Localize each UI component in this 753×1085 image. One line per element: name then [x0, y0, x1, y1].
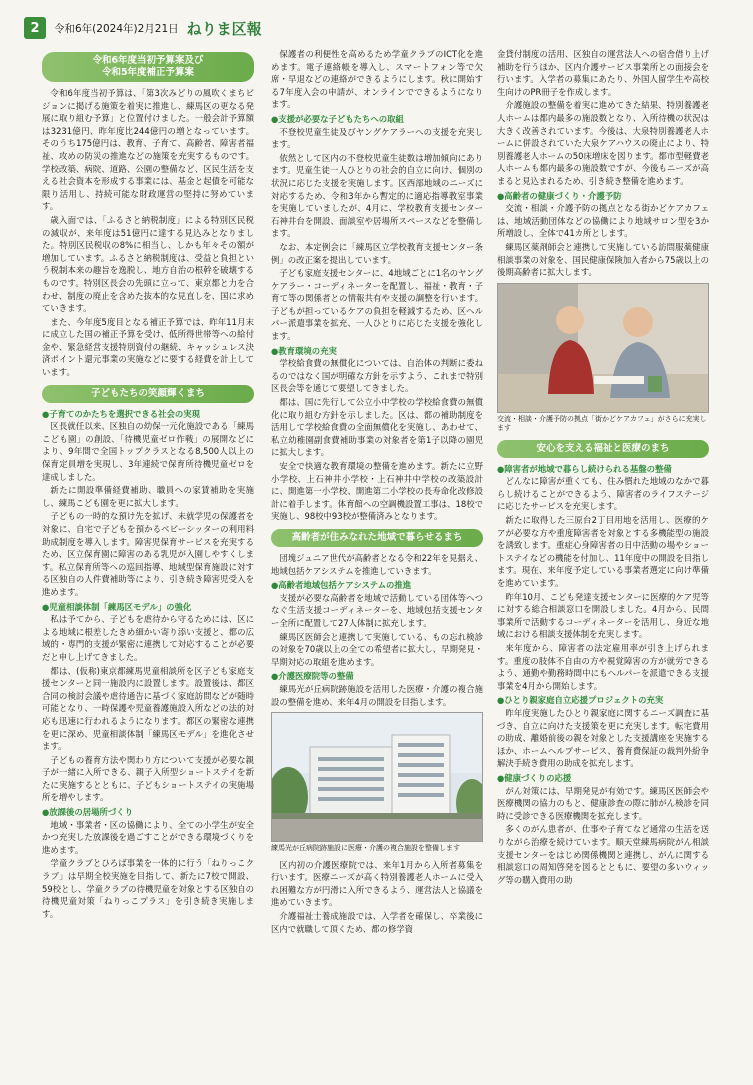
- body-paragraph: 区長就任以来、区独自の幼保一元化施設である「練馬こども園」の創設、「待機児童ゼロ作戦」の展開などにより、9年間で全国トップクラスとなる8,500人以上の保育定員増を実現し、3年連続で保育所待機児童ゼロを達成しました。: [42, 421, 254, 482]
- body-paragraph: なお、本定例会に「練馬区立学校教育支援センター条例」の改正案を提出しています。: [271, 241, 483, 265]
- page-number: 2: [24, 17, 46, 39]
- body-paragraph: 学童クラブとひろば事業を一体的に行う「ねりっこクラブ」は早期全校実施を目指して、新たに7校で開設、59校とし、学童クラブの待機児童を対象とする区独自の待機児童対策「ねりっこプラス」を引き続き実施します。: [42, 858, 254, 919]
- column-2: [271, 48, 483, 936]
- body-paragraph: 子どもの一時的な預け先を拡げ、未就学児の保護者を対象に、自宅で子どもを預かるベビーシッターの利用料助成制度を導入します。障害児保育サービスを充実するため、区立保育園に障害のある乳児が入園しやすくします。私立保育所等への巡回指導、地域型保育施設に対する区独自の人件費補助等により、引き続き障害児受入を進めます。: [42, 511, 254, 597]
- body-paragraph: 練馬区医師会と連携して実施している、もの忘れ検診の対象を70歳以上の全ての希望者に拡大し、早期発見・早期対応の取組を進めます。: [271, 631, 483, 667]
- section-title-elderly: 高齢者が住みなれた地域で暮らせるまち: [271, 529, 483, 547]
- care-cafe-photo: [497, 283, 709, 413]
- body-paragraph: 区内初の介護医療院では、来年1月から入所者募集を行います。医療ニーズが高く特別養護老人ホームに受入れ困難な方が円滑に入所できるよう、運営法人と協議を進めていきます。: [271, 859, 483, 908]
- subheading: ●高齢者地域包括ケアシステムの推進: [271, 580, 412, 591]
- body-paragraph: 都は、国に先行して公立小中学校の学校給食費の無償化に取り組む方針を示しました。区は、都の補助制度を活用して学校給食費の全面無償化を実施し、あわせて、私立幼稚園副食費補助事業の対象者を第1子以降の園児に拡大します。: [271, 397, 483, 458]
- body-paragraph: 歳入面では、「ふるさと納税制度」による特別区民税の減収が、来年度は51億円に達する見込みとなりました。特別区民税収の8%に相当し、しかも年々その額が増加しています。ふるさと納税制度は、受益と負担という税制本来の趣旨を逸脱し、地方自治の根幹を破壊するものです。特別区長会の先頭に立って、東京都と力を合わせ、制度の廃止を含めた抜本的な見直しを、国に求めていきます。: [42, 214, 254, 314]
- body-paragraph: 団塊ジュニア世代が高齢者となる令和22年を見据え、地域包括ケアシステムを推進していきます。: [271, 552, 484, 576]
- body-paragraph: 介護施設の整備を着実に進めてきた結果、特別養護老人ホームは都内最多の施設数となり、入所待機の状況は大きく改善されています。今後は、大泉特別養護老人ホームに併設されていた大泉ケアハウスの廃止により、特別養護老人ホームの50床増床を図ります。都市型軽費老人ホームも都内最多の施設数ですが、今後もニーズが高まると見込まれるため、引き続き整備を進めます。: [497, 100, 709, 186]
- body-paragraph: また、今年度5度目となる補正予算では、昨年11月末に成立した国の補正予算を受け、低所得世帯等への給付金や、緊急経営支援特別資付の継続、キャッシュレス決済ポイント還元事業の実施などに要する経費を計上しています。: [42, 316, 254, 378]
- subheading: ●子育てのかたちを選択できる社会の実現: [42, 408, 201, 419]
- body-paragraph: 練馬光が丘病院跡施設を活用した医療・介護の複合施設の整備を進め、来年4月の開設を目指します。: [271, 683, 483, 707]
- body-paragraph: 私は予てから、子どもを虐待から守るためには、区による地域に根差したきめ細かい寄り添い支援と、都の広域的・専門的支援が緊密に連携して対応することが必要だと申し上げてきました。: [42, 614, 254, 662]
- body-paragraph: どんなに障害が重くても、住み慣れた地域のなかで暮らし続けることができるよう、障害者のライフステージに応じたサービスを充実します。: [497, 476, 709, 512]
- building-photo: [271, 712, 483, 842]
- building-illustration: [272, 713, 483, 841]
- people-illustration: [498, 284, 709, 412]
- subheading: ●ひとり親家庭自立応援プロジェクトの充実: [497, 695, 664, 706]
- body-paragraph: 依然として区内の不登校児童生徒数は増加傾向にあります。児童生徒一人ひとりの社会的自立に向け、個別の状況に応じた支援を実施します。区西部地域のニーズに対応するため、令和3年から暫定的に適応指導教室事業を実施していましたが、4月に、学校教育支援センター石神井台を開設、面談室や居場所スペースなどを整備します。: [271, 152, 483, 239]
- subheading: ●児童相談体制「練馬区モデル」の強化: [42, 601, 192, 612]
- column-1: [42, 48, 254, 921]
- body-paragraph: 昨年度実施したひとり親家庭に関するニーズ調査に基づき、自立に向けた支援策を更に充実します。転宅費用の助成、離婚前後の親を対象とした支援講座を実施するほか、ホームヘルプサービス、養育費保証の裁判外紛争解決手続き費用の助成を拡充します。: [497, 707, 709, 769]
- photo-caption: 交流・相談・介護予防の拠点「街かどケアカフェ」がさらに充実します: [497, 414, 707, 433]
- subheading: ●教育環境の充実: [271, 345, 337, 356]
- body-paragraph: がん対策には、早期発見が有効です。練馬区医師会や医療機関の協力のもと、健康診査の際に肺がん検診を同時に受診できる医療機関を拡充します。: [497, 785, 709, 821]
- body-paragraph: 多くのがん患者が、仕事や子育てなど通常の生活を送りながら治療を続けています。順天堂練馬病院がん相談支援センターをはじめ関係機関と連携し、がんに関する相談窓口の周知啓発を図るとともに、要望の多いウィッグ等の購入費用の助: [497, 824, 709, 885]
- body-paragraph: 来年度から、障害者の法定雇用率が引き上げられます。重度の肢体不自由の方や視覚障害の方が就労できるよう、通勤や勤務時間中にもヘルパーを派遣できる支援事業を4月から開始します。: [497, 643, 709, 691]
- column-3: [497, 48, 709, 887]
- section-title-kids: 子どもたちの笑顔輝くまち: [42, 385, 254, 403]
- body-paragraph: 介護福祉士養成施設では、入学者を確保し、卒業後に区内で就職して頂くため、都の修学資: [271, 910, 483, 934]
- body-paragraph: 新たに開設準備経費補助、職員への家賃補助を実施し、練馬こども園を更に拡大します。: [42, 485, 254, 508]
- section-title-budget: 令和6年度当初予算案及び 令和5年度補正予算案: [42, 52, 254, 82]
- subheading: ●放課後の居場所づくり: [42, 807, 134, 818]
- body-paragraph: 学校給食費の無償化については、自治体の判断に委ねるのではなく国が明確な方針を示すよう、これまで特別区長会等を通じて要望してきました。: [271, 358, 483, 394]
- body-paragraph: 安全で快適な教育環境の整備を進めます。新たに立野小学校、上石神井小学校・上石神井中学校の改築設計に、開進第一小学校、開進第二小学校の長寿命化改修設計に着手します。体育館への空調機設置工事は、18校で実施し、98校中93校が整備済みとなります。: [271, 461, 483, 522]
- body-paragraph: 都は、(仮称)東京都練馬児童相談所を区子ども家庭支援センターと同一施設内に設置します。設置後は、都区合同の検討会議や虐待通告に基づく家庭訪問などが随時可能となり、一時保護や児童養護施設入所などの法的対応も迅速に行われるようになります。都区の緊密な連携を更に深め、児童相談体制「練馬区モデル」を進化させます。: [42, 665, 254, 752]
- photo-caption: 練馬光が丘病院跡施設に医療・介護の複合施設を整備します: [271, 844, 460, 853]
- issue-date: 令和6年(2024年)2月21日: [54, 22, 179, 35]
- body-paragraph: 子ども家庭支援センターに、4地域ごとに1名のヤングケアラー・コーディネーターを配置し、福祉・教育・子育て等の関係者との情報共有や支援の調整を行います。子どもが担っているケアの負担を軽減するため、区ヘルパー派遣事業を拡充、一人ひとりに応じた支援を強化します。: [271, 268, 483, 342]
- body-paragraph: 地域・事業者・区の協働により、全ての小学生が安全かつ充実した放課後を過ごすことができる環境づくりを進めます。: [42, 819, 254, 855]
- publication-logo: ねりま区報: [186, 19, 262, 38]
- subheading: ●介護医療院等の整備: [271, 671, 354, 682]
- section-title-welfare: 安心を支える福祉と医療のまち: [497, 440, 709, 458]
- body-paragraph: 昨年10月、こども発達支援センターに医療的ケア児等に対する総合相談窓口を開設しました。4月から、民間事業所で活動するコーディネーターを活用し、身近な地域における相談支援体制を充実します。: [497, 591, 709, 640]
- body-paragraph: 金貸付制度の活用、区独自の運営法人への宿舎借り上げ補助を行うほか、区内介護サービス事業所との面接会を行います。入学者の募集にあたり、外国人留学生や高校生向けのPR冊子を作成します。: [497, 49, 709, 97]
- body-paragraph: 支援が必要な高齢者を地域で活動している団体等へつなぐ生活支援コーディネーターを、地域包括支援センター全所に配置して27人体制に拡充します。: [271, 592, 483, 628]
- body-paragraph: 子どもの養育方法や関わり方について支援が必要な親子が一緒に入所できる、親子入所型ショートステイを新たに実施するとともに、子どもショートステイの実施場所を増やします。: [42, 754, 254, 803]
- subheading: ●支援が必要な子どもたちへの取組: [271, 113, 404, 124]
- body-paragraph: 不登校児童生徒及びヤングケアラーへの支援を充実します。: [271, 126, 483, 150]
- subheading: ●高齢者の健康づくり・介護予防: [497, 190, 622, 201]
- subheading: ●障害者が地域で暮らし続けられる基盤の整備: [497, 463, 672, 474]
- body-paragraph: 新たに取得した三原台2丁目用地を活用し、医療的ケアが必要な方や重度障害者を対象とする多機能型の施設を誘致します。重症心身障害者の日中活動の場やショートステイなどの機能を付加し、11年度中の開設を目指します。現在、来年度予定している事業者選定に向け準備を進めています。: [497, 515, 709, 589]
- body-paragraph: 保護者の利便性を高めるため学童クラブのICT化を進めます。電子連絡帳を導入し、スマートフォン等で欠席・早退などの連絡ができるようにします。秋に開始する7年度入会の申請が、オンラインでできるようになります。: [271, 49, 483, 110]
- page-header: [24, 14, 262, 42]
- subheading: ●健康づくりの応援: [497, 772, 572, 783]
- body-paragraph: 交流・相談・介護予防の拠点となる街かどケアカフェは、地域活動団体などの協働により地域サロン型を3か所増設し、全体で41カ所とします。: [497, 203, 709, 239]
- body-paragraph: 練馬区薬剤師会と連携して実施している訪問服薬健康相談事業の対象を、国民健康保険加入者から75歳以上の後期高齢者に拡大します。: [497, 241, 709, 278]
- body-paragraph: 令和6年度当初予算は、「第3次みどりの風吹くまちビジョンに掲げる施策を着実に推進し、練馬区の更なる発展に取り組む予算」と位置付けました。一般会計予算額は3231億円、昨年度比244億円の増となっています。そのうち175億円は、教育、子育て、高齢者、障害者福祉、攻めの防災の推進などの施策を充実するものです。学校改築、病院、道路、公園の整備など、区民生活を支える社会資本を形成する事業には、基金と起債を可能な限り活用し、持続可能な財政運営の堅持に努めています。: [42, 88, 254, 212]
